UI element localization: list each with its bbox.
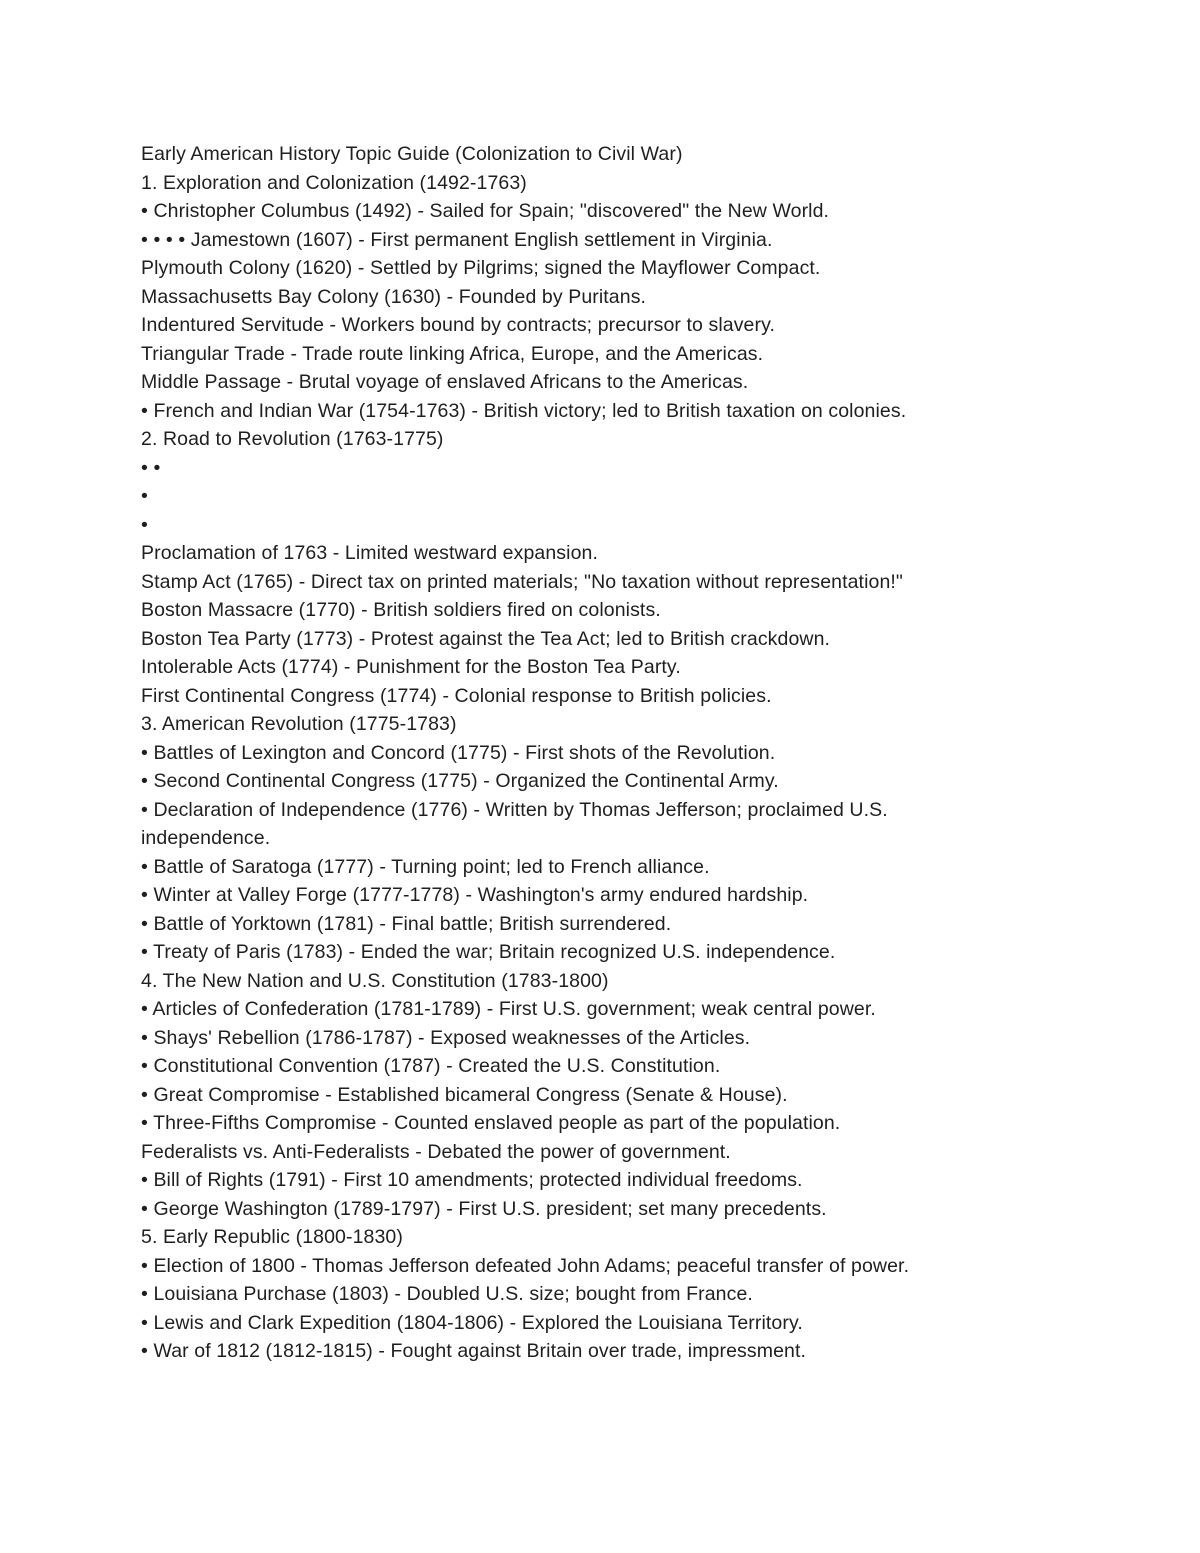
list-item: • Shays' Rebellion (1786-1787) - Exposed weaknesses of the Articles. (141, 1026, 751, 1049)
list-item: • Winter at Valley Forge (1777-1778) - Washington's army endured hardship. (141, 884, 809, 906)
list-item: • Second Continental Congress (1775) - Organized the Continental Army. (141, 770, 779, 792)
list-item: • Election of 1800 - Thomas Jefferson defeated John Adams; peaceful transfer of power. (141, 1254, 910, 1277)
list-item: Boston Tea Party (1773) - Protest against the Tea Act; led to British crackdown. (141, 627, 831, 650)
list-item: First Continental Congress (1774) - Colonial response to British policies. (141, 684, 772, 707)
list-item: • • • • Jamestown (1607) - First permanent English settlement in Virginia. (141, 228, 773, 251)
list-item: Intolerable Acts (1774) - Punishment for the Boston Tea Party. (141, 656, 681, 678)
list-item: • War of 1812 (1812-1815) - Fought against Britain over trade, impressment. (141, 1340, 807, 1362)
list-item: Boston Massacre (1770) - British soldiers fired on colonists. (141, 599, 661, 621)
list-item: • Battle of Yorktown (1781) - Final battle; British surrendered. (141, 912, 672, 935)
list-item: • Three-Fifths Compromise - Counted enslaved people as part of the population. (141, 1112, 841, 1134)
section-heading: 4. The New Nation and U.S. Constitution (1783-1800) (141, 969, 609, 992)
list-item: • Christopher Columbus (1492) - Sailed for Spain; "discovered" the New World. (141, 200, 830, 222)
list-item: • Treaty of Paris (1783) - Ended the war; Britain recognized U.S. independence. (141, 941, 836, 963)
document-body (141, 140, 1141, 1366)
list-item: • (141, 513, 148, 536)
section-heading: 2. Road to Revolution (1763-1775) (141, 428, 444, 450)
list-item: Indentured Servitude - Workers bound by contracts; precursor to slavery. (141, 314, 776, 336)
section-heading: 1. Exploration and Colonization (1492-1763) (141, 171, 527, 194)
list-item: Stamp Act (1765) - Direct tax on printed materials; "No taxation without representation!" (141, 570, 903, 593)
list-item: Federalists vs. Anti-Federalists - Debated the power of government. (141, 1140, 731, 1163)
list-item: • George Washington (1789-1797) - First U.S. president; set many precedents. (141, 1197, 827, 1220)
list-item: • Battles of Lexington and Concord (1775) - First shots of the Revolution. (141, 741, 776, 764)
list-item: • (141, 485, 148, 507)
list-item: Middle Passage - Brutal voyage of enslaved Africans to the Americas. (141, 371, 749, 393)
list-item: • Battle of Saratoga (1777) - Turning point; led to French alliance. (141, 855, 710, 878)
list-item: Plymouth Colony (1620) - Settled by Pilgrims; signed the Mayflower Compact. (141, 257, 821, 279)
list-item: • Louisiana Purchase (1803) - Doubled U.S. size; bought from France. (141, 1283, 753, 1305)
document-title: Early American History Topic Guide (Colonization to Civil War) (141, 143, 683, 165)
list-item: • Great Compromise - Established bicameral Congress (Senate & House). (141, 1083, 788, 1106)
list-item: • Declaration of Independence (1776) - Written by Thomas Jefferson; proclaimed U.S. independence. (141, 798, 888, 849)
section-heading: 5. Early Republic (1800-1830) (141, 1226, 403, 1248)
list-item: • French and Indian War (1754-1763) - British victory; led to British taxation on colonies. (141, 399, 907, 422)
section-heading: 3. American Revolution (1775-1783) (141, 713, 457, 735)
list-item: Triangular Trade - Trade route linking Africa, Europe, and the Americas. (141, 342, 764, 365)
list-item: • Constitutional Convention (1787) - Created the U.S. Constitution. (141, 1055, 721, 1077)
list-item: • Articles of Confederation (1781-1789) - First U.S. government; weak central power. (141, 998, 876, 1020)
list-item: • Bill of Rights (1791) - First 10 amendments; protected individual freedoms. (141, 1169, 803, 1191)
list-item: • Lewis and Clark Expedition (1804-1806) - Explored the Louisiana Territory. (141, 1311, 803, 1334)
list-item: Proclamation of 1763 - Limited westward expansion. (141, 542, 598, 564)
list-item: • • (141, 456, 161, 479)
list-item: Massachusetts Bay Colony (1630) - Founded by Puritans. (141, 285, 647, 308)
